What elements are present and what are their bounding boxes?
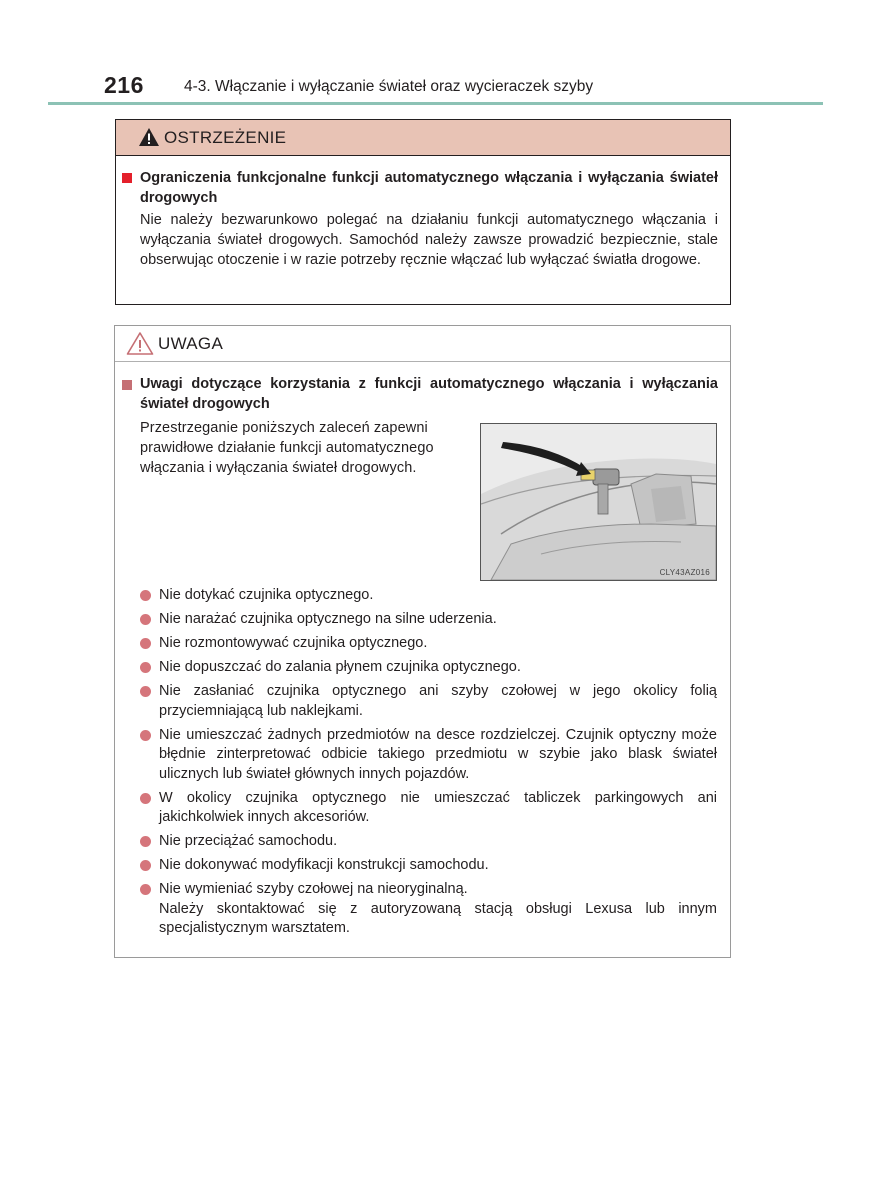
windshield-sensor-image	[481, 424, 716, 580]
notice-heading: UWAGA	[158, 334, 224, 353]
warning-body: Nie należy bezwarunkowo polegać na działaniu funkcji automatycznego włączania i wyłączania świateł drogowych. Samochód należy zawsze prowadzić bezpiecznie, stale obserwując otoczenie i w razie potrzeby ręcznie włączać lub wyłączać światła drogowe.	[140, 212, 718, 268]
caution-icon	[126, 331, 154, 356]
bullet-text: Nie dopuszczać do zalania płynem czujnika optycznego.	[159, 659, 521, 675]
list-item	[139, 586, 717, 606]
section-title: 4-3. Włączanie i wyłączanie świateł oraz wycieraczek szyby	[184, 78, 594, 95]
notice-header	[115, 326, 730, 362]
notice-box	[114, 325, 731, 958]
figure-code: CLY43AZ016	[659, 568, 710, 577]
notice-bullet-list	[139, 586, 717, 943]
bullet-text: Nie dotykać czujnika optycznego.	[159, 587, 374, 603]
header-rule	[48, 102, 823, 105]
list-item	[139, 726, 717, 785]
bullet-icon	[140, 686, 151, 697]
bullet-text: Nie umieszczać żadnych przedmiotów na desce rozdzielczej. Czujnik optyczny może błędnie zinterpretować odbicie takiego przedmiotu w szybie jako blask świateł ulicznych lub świateł głównych innych pojazdów.	[159, 726, 717, 782]
bullet-icon	[140, 730, 151, 741]
list-item	[139, 789, 717, 828]
bullet-icon	[140, 860, 151, 871]
bullet-text: Nie zasłaniać czujnika optycznego ani szyby czołowej w jego okolicy folią przyciemniającą lub naklejkami.	[159, 683, 717, 719]
sensor-illustration	[480, 423, 717, 581]
warning-heading: OSTRZEŻENIE	[164, 128, 287, 147]
page-number: 216	[104, 72, 144, 98]
bullet-icon	[140, 638, 151, 649]
bullet-icon	[140, 590, 151, 601]
bullet-icon	[140, 614, 151, 625]
notice-subtitle: Uwagi dotyczące korzystania z funkcji automatycznego włączania i wyłączania świateł drogowych	[140, 376, 718, 412]
list-item	[139, 856, 717, 876]
bullet-text: Nie rozmontowywać czujnika optycznego.	[159, 635, 428, 651]
bullet-text: Nie wymieniać szyby czołowej na nieoryginalną. Należy skontaktować się z autoryzowaną stacją obsługi Lexusa lub innym specjalistycznym warsztatem.	[159, 881, 717, 936]
list-item	[139, 610, 717, 630]
bullet-text: Nie narażać czujnika optycznego na silne uderzenia.	[159, 611, 497, 627]
bullet-icon	[140, 836, 151, 847]
list-item	[139, 658, 717, 678]
warning-header	[116, 120, 730, 156]
list-item	[139, 634, 717, 654]
warning-square-icon	[122, 173, 132, 183]
warning-icon	[138, 127, 160, 147]
warning-box	[115, 119, 731, 305]
page-header	[48, 72, 823, 106]
notice-square-icon	[122, 380, 132, 390]
bullet-text: W okolicy czujnika optycznego nie umieszczać tabliczek parkingowych ani jakichkolwiek innych akcesoriów.	[159, 789, 717, 825]
list-item	[139, 880, 717, 939]
list-item	[139, 682, 717, 721]
warning-subtitle: Ograniczenia funkcjonalne funkcji automatycznego włączania i wyłączania świateł drogowych	[140, 170, 718, 206]
bullet-icon	[140, 662, 151, 673]
bullet-icon	[140, 793, 151, 804]
list-item	[139, 832, 717, 852]
bullet-text: Nie dokonywać modyfikacji konstrukcji samochodu.	[159, 857, 489, 873]
bullet-icon	[140, 884, 151, 895]
bullet-text: Nie przeciążać samochodu.	[159, 833, 338, 849]
notice-intro: Przestrzeganie poniższych zaleceń zapewni prawidłowe działanie funkcji automatycznego włączania i wyłączania świateł drogowych.	[140, 420, 434, 476]
